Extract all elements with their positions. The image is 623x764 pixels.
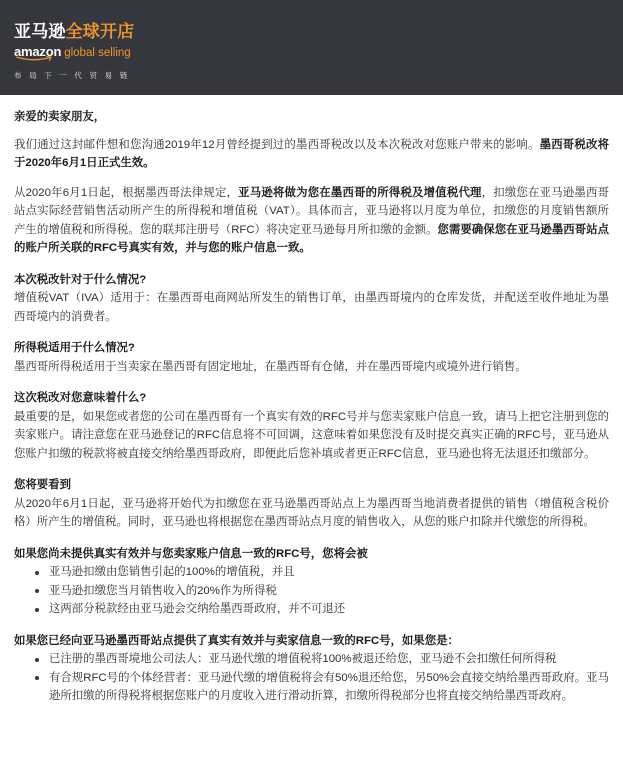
- section-income-tax-scope: [14, 339, 609, 376]
- intro-effective-date: 墨西哥税改将于2020年6月1日正式生效。: [14, 138, 609, 169]
- section-heading: 本次税改针对于什么情况?: [14, 273, 147, 286]
- bullet-item: 这两部分税款经由亚马逊会交纳给墨西哥政府，并不可退还: [14, 600, 609, 619]
- bullet-item: 已注册的墨西哥境地公司法人：亚马逊代缴的增值税将100%被退还给您，亚马逊不会扣缴任何所得税: [14, 650, 609, 669]
- section-heading: 所得税适用于什么情况?: [14, 342, 135, 354]
- section-text: 墨西哥所得税适用于当卖家在墨西哥有固定地址，在墨西哥有仓储，并在墨西哥境内或境外进行销售。: [14, 360, 527, 373]
- logo-chinese-wordmark: [14, 22, 138, 43]
- logo-cn-amazon: 亚马逊: [14, 22, 66, 42]
- section-impact: [14, 389, 609, 463]
- tax-agent-highlight-1: 亚马逊将做为您在墨西哥的所得税及增值税代理: [238, 186, 482, 199]
- intro-paragraph: [14, 136, 609, 173]
- section-vat-scope: [14, 271, 609, 327]
- logo-en-amazon-text: amazon: [14, 44, 62, 59]
- tax-agent-text-2: ，扣缴您在亚马逊墨西哥站点实际经营销售活动所产生的所得税和增值税（VAT）。具体而言，亚马逊将以月度为单位，扣缴您的月度销售额所产生的增值税和所得税。您的联邦注册号（RFC）将决定亚马逊每月所扣缴的金额。: [14, 186, 609, 236]
- bullet-list: [14, 650, 609, 706]
- logo-en-amazon: [14, 44, 61, 59]
- section-heading: 如果您已经向亚马逊墨西哥站点提供了真实有效并与卖家信息一致的RFC号，如果您是：: [14, 634, 459, 647]
- section-heading: 您将要看到: [14, 479, 71, 491]
- section-heading: 如果您尚未提供真实有效并与您卖家账户信息一致的RFC号，您将会被: [14, 547, 368, 560]
- intro-text: 我们通过这封邮件想和您沟通2019年12月曾经提到过的墨西哥税改以及本次税改对您账户带来的影响。: [14, 138, 540, 151]
- logo-slogan: 布局下一代贸易链: [14, 71, 135, 80]
- tax-agent-text-1: 从2020年6月1日起，根据墨西哥法律规定，: [14, 186, 239, 199]
- tax-agent-paragraph: [14, 184, 609, 258]
- bullet-item: 亚马逊扣缴由您销售引起的100%的增值税，并且: [14, 563, 609, 582]
- section-no-rfc: [14, 545, 609, 619]
- amazon-global-selling-logo: [14, 22, 138, 80]
- section-text: 最重要的是，如果您或者您的公司在墨西哥有一个真实有效的RFC号并与您卖家账户信息一致，请马上把它注册到您的卖家账户。请注意您在亚马逊登记的RFC信息将不可回调，这意味着如果您没有及时提交真实正确的RFC号，亚马逊从您账户扣缴的税款将被直接交纳给墨西哥政府，即便此后您补填或者更正RFC信息，亚马逊也将无法退还扣缴部分。: [14, 410, 609, 460]
- logo-cn-global-selling: 全球开店: [65, 22, 135, 42]
- section-heading: 这次税改对您意味着什么?: [14, 392, 147, 404]
- logo-en-global-selling: global selling: [64, 47, 131, 59]
- email-header-banner: [0, 0, 623, 95]
- section-valid-rfc: [14, 632, 609, 706]
- logo-english-wordmark: [14, 44, 138, 61]
- bullet-list: [14, 563, 609, 619]
- bullet-item: 亚马逊扣缴您当月销售收入的20%作为所得税: [14, 582, 609, 601]
- section-text: 从2020年6月1日起，亚马逊将开始代为扣缴您在亚马逊墨西哥站点上为墨西哥当地消费者提供的销售（增值税含税价格）所产生的增值税。同时，亚马逊也将根据您在墨西哥站点月度的销售收入，从您的账户扣除并代缴您的所得税。: [14, 497, 609, 528]
- email-body: [0, 95, 623, 706]
- section-text: 增值税VAT（IVA）适用于：在墨西哥电商网站所发生的销售订单，由墨西哥境内的仓库发货，并配送至收件地址为墨西哥境内的消费者。: [14, 292, 609, 323]
- bullet-item: 有合规RFC号的个体经营者：亚马逊代缴的增值税将会有50%退还给您，另50%会直接交纳给墨西哥政府。亚马逊所扣缴的所得税将根据您账户的月度收入进行滑动折算，扣缴所得税部分也将直接交纳给墨西哥政府。: [14, 669, 609, 706]
- tax-agent-highlight-2: 您需要确保您在亚马逊墨西哥站点的账户所关联的RFC号真实有效，并与您的账户信息一致。: [14, 223, 609, 254]
- amazon-smile-icon: [15, 56, 57, 62]
- greeting: 亲爱的卖家朋友，: [14, 111, 106, 123]
- section-what-you-will-see: [14, 476, 609, 532]
